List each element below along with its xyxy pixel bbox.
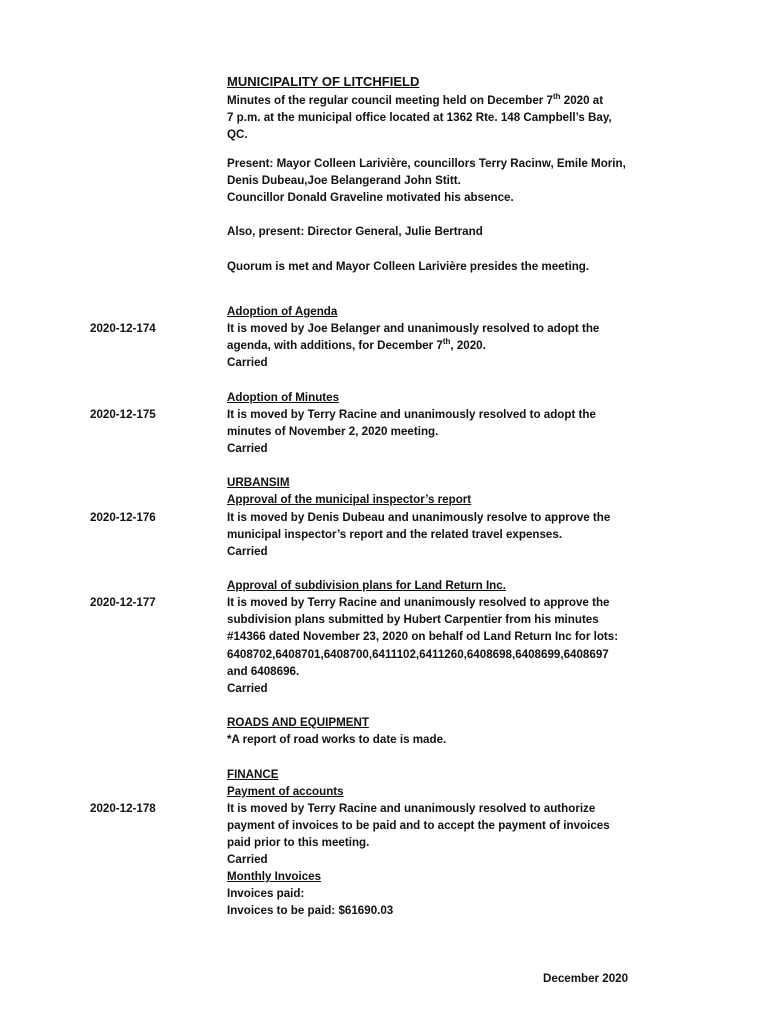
- monthly-invoices-heading: Monthly Invoices: [227, 870, 322, 883]
- ordinal-suffix: th: [552, 92, 561, 102]
- resolution-number: 2020-12-175: [90, 408, 156, 421]
- agenda-text: , 2020.: [450, 339, 486, 352]
- agenda-line-1: It is moved by Joe Belanger and unanimously resolved to adopt the: [227, 322, 600, 335]
- minutes-heading: Adoption of Minutes: [227, 391, 340, 404]
- invoices-paid: Invoices paid:: [227, 887, 305, 900]
- minutes-line-2: minutes of November 2, 2020 meeting.: [227, 425, 439, 438]
- present-line-1: Present: Mayor Colleen Larivière, councillors Terry Racinw, Emile Morin,: [227, 157, 626, 170]
- agenda-text: agenda, with additions, for December 7: [227, 339, 443, 352]
- carried-label: Carried: [227, 545, 268, 558]
- intro-line-1: [227, 94, 603, 108]
- carried-label: Carried: [227, 356, 268, 369]
- also-present: Also, present: Director General, Julie Bertrand: [227, 225, 483, 238]
- carried-label: Carried: [227, 853, 268, 866]
- subdivision-line-2: subdivision plans submitted by Hubert Carpentier from his minutes: [227, 613, 599, 626]
- agenda-heading: Adoption of Agenda: [227, 305, 338, 318]
- present-line-2: Denis Dubeau,Joe Belangerand John Stitt.: [227, 174, 461, 187]
- minutes-line-1: It is moved by Terry Racine and unanimously resolved to adopt the: [227, 408, 596, 421]
- inspector-line-2: municipal inspector’s report and the related travel expenses.: [227, 528, 563, 541]
- carried-label: Carried: [227, 442, 268, 455]
- resolution-number: 2020-12-178: [90, 802, 156, 815]
- agenda-line-2: [227, 339, 486, 353]
- subdivision-line-4: 6408702,6408701,6408700,6411102,6411260,6408698,6408699,6408697: [227, 648, 609, 661]
- roads-section-heading: ROADS AND EQUIPMENT: [227, 716, 369, 729]
- finance-line-1: It is moved by Terry Racine and unanimously resolved to authorize: [227, 802, 596, 815]
- subdivision-line-5: and 6408696.: [227, 665, 300, 678]
- resolution-number: 2020-12-174: [90, 322, 156, 335]
- finance-line-3: paid prior to this meeting.: [227, 836, 370, 849]
- subdivision-line-1: It is moved by Terry Racine and unanimously resolved to approve the: [227, 596, 610, 609]
- quorum-statement: Quorum is met and Mayor Colleen Larivière presides the meeting.: [227, 260, 590, 273]
- intro-line-3: QC.: [227, 128, 248, 141]
- finance-section-heading: FINANCE: [227, 768, 279, 781]
- inspector-report-heading: Approval of the municipal inspector’s report: [227, 493, 472, 506]
- carried-label: Carried: [227, 682, 268, 695]
- resolution-number: 2020-12-177: [90, 596, 156, 609]
- ordinal-suffix: th: [442, 337, 451, 347]
- absent-line: Councillor Donald Graveline motivated his absence.: [227, 191, 514, 204]
- intro-text: 2020 at: [560, 94, 604, 107]
- subdivision-heading: Approval of subdivision plans for Land Return Inc.: [227, 579, 506, 592]
- roads-report-line: *A report of road works to date is made.: [227, 733, 447, 746]
- invoices-to-be-paid: Invoices to be paid: $61690.03: [227, 904, 394, 917]
- payment-accounts-heading: Payment of accounts: [227, 785, 344, 798]
- finance-line-2: payment of invoices to be paid and to accept the payment of invoices: [227, 819, 610, 832]
- footer-date: December 2020: [543, 972, 629, 985]
- urbanism-section-heading: URBANSIM: [227, 476, 290, 489]
- intro-text: Minutes of the regular council meeting held on December 7: [227, 94, 553, 107]
- subdivision-line-3: #14366 dated November 23, 2020 on behalf od Land Return Inc for lots:: [227, 630, 619, 643]
- intro-line-2: 7 p.m. at the municipal office located at 1362 Rte. 148 Campbell’s Bay,: [227, 111, 612, 124]
- inspector-line-1: It is moved by Denis Dubeau and unanimously resolve to approve the: [227, 511, 611, 524]
- resolution-number: 2020-12-176: [90, 511, 156, 524]
- document-title: MUNICIPALITY OF LITCHFIELD: [227, 74, 420, 89]
